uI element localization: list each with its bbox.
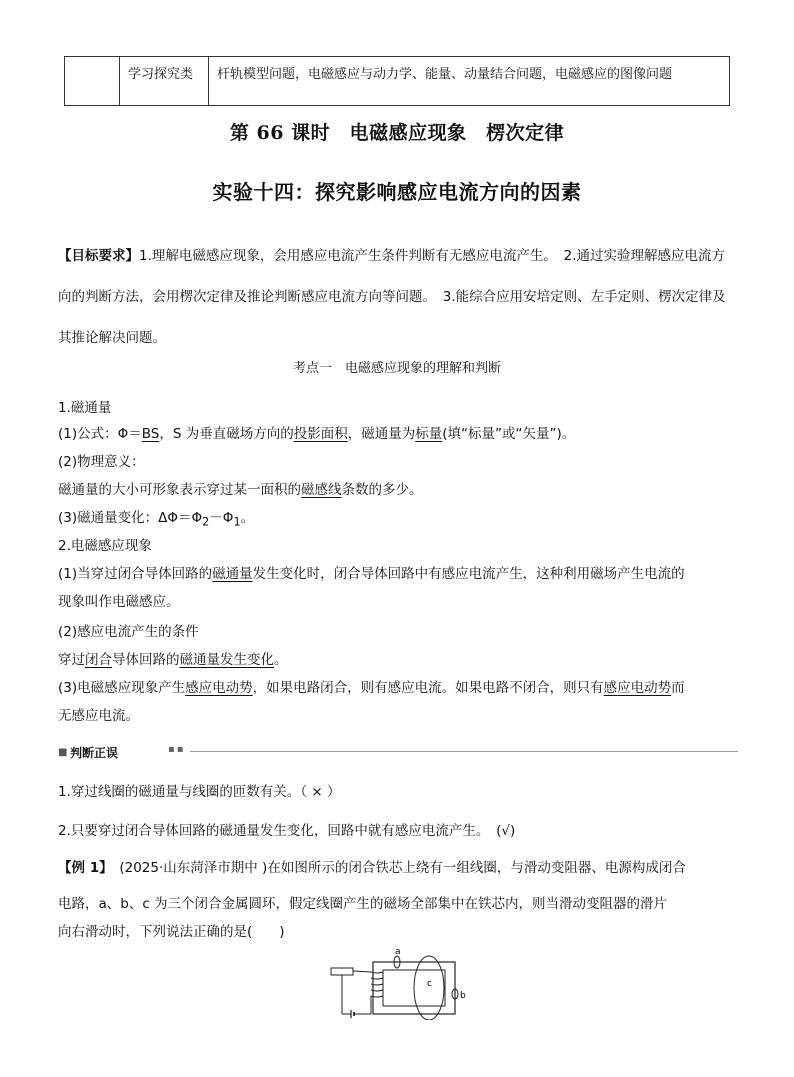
blank-flux: 磁通量 (212, 566, 253, 582)
blank-emf: 感应电动势 (603, 680, 672, 696)
exam-point-heading: 考点一 电磁感应现象的理解和判断 (292, 361, 501, 376)
example-tag: 【例 1】 (58, 860, 106, 876)
example-text: 在如图所示的闭合铁芯上绕有一组线圈，与滑动变阻器、电源构成闭合 (267, 860, 686, 876)
blank-closed: 闭合 (85, 652, 112, 668)
induction-p3-line2: 无感应电流。 (58, 708, 139, 724)
blank-field-lines: 磁感线 (301, 482, 342, 498)
meaning-part: 磁通量的大小可形象表示穿过某一面积的 (58, 482, 301, 498)
wire (353, 971, 371, 972)
p1-part: 发生变化时，闭合导体回路中有感应电流产生，这种利用磁场产生电流的 (252, 566, 685, 582)
label-a: a (395, 948, 401, 957)
blank-emf: 感应电动势 (185, 680, 253, 696)
blank-projection-area: 投影面积 (293, 426, 348, 442)
p3-part: ，如果电路闭合，则有感应电流。如果电路不闭合，则只有 (252, 680, 604, 696)
square-bullet-icon: ■ (58, 747, 68, 758)
subscript: 2 (202, 515, 210, 529)
meaning-heading: (2)物理意义： (58, 454, 145, 470)
judge-item-1: 1.穿过线圈的磁通量与线圈的匝数有关。（ × ） (58, 784, 341, 800)
table-cell-category: 学习探究类 (120, 57, 209, 106)
iron-core-circuit-figure (325, 948, 475, 1020)
meaning-part: 条数的多少。 (341, 482, 423, 498)
p2-part: 穿过 (58, 652, 85, 668)
example-line2: 电路，a、b、c 为三个闭合金属圆环，假定线圈产生的磁场全部集中在铁芯内，则当滑动变阻器的滑片 (58, 896, 668, 912)
flux-heading: 1.磁通量 (58, 400, 112, 416)
condition-text (58, 648, 748, 668)
induction-p3 (58, 676, 748, 696)
induction-p1-line2: 现象叫作电磁感应。 (58, 594, 180, 610)
label-c: c (427, 979, 432, 989)
flux-change (58, 506, 748, 529)
change-part: (3)磁通量变化：ΔΦ＝Φ (58, 510, 203, 526)
induction-p1 (58, 562, 748, 582)
judge-label: 判断正误 (70, 746, 119, 760)
change-part: 。 (240, 510, 255, 526)
p1-part: (1)当穿过闭合导体回路的 (58, 566, 213, 582)
example-line1 (58, 856, 748, 876)
blank-scalar: 标量 (415, 426, 443, 442)
judge-item-2: 2.只要穿过闭合导体回路的磁通量发生变化，回路中就有感应电流产生。 (√) (58, 823, 516, 839)
section-divider (190, 751, 738, 752)
dots-decoration: ▪▪ (168, 744, 186, 755)
goal-text: 1.理解电磁感应现象，会用感应电流产生条件判断有无感应电流产生。 2.通过实验理解感应电流方向的判断方法，会用楞次定律及推论判断感应电流方向等问题。 3.能综合应用安培定则、左手定则、楞次定律及其推论解决问题。 (58, 248, 726, 346)
learning-goals (58, 236, 738, 359)
formula-text: (1)公式：Φ＝ (58, 426, 142, 442)
blank-bs: BS (141, 426, 160, 442)
rheostat (331, 968, 353, 975)
table-cell-topics: 杆轨模型问题，电磁感应与动力学、能量、动量结合问题，电磁感应的图像问题 (209, 57, 730, 106)
table-cell-empty (65, 57, 120, 106)
goal-tag: 【目标要求】 (58, 248, 139, 264)
formula-text: ，S 为垂直磁场方向的 (159, 426, 294, 442)
flux-formula (58, 422, 748, 442)
experiment-title: 实验十四：探究影响感应电流方向的因素 (212, 180, 582, 204)
judge-section-header (58, 744, 738, 760)
label-b: b (460, 991, 466, 1001)
formula-text: ，磁通量为 (347, 426, 416, 442)
formula-text: (填“标量”或“矢量”)。 (442, 426, 576, 442)
subscript: 1 (233, 515, 241, 529)
example-line3: 向右滑动时，下列说法正确的是( ) (58, 924, 285, 940)
blank-flux-change: 磁通量发生变化 (179, 652, 274, 668)
change-part: －Φ (209, 510, 234, 526)
example-source: (2025·山东菏泽市期中 ) (119, 860, 268, 876)
lesson-title: 第 66 课时 电磁感应现象 楞次定律 (229, 122, 565, 144)
topic-table (64, 56, 730, 106)
p3-part: (3)电磁感应现象产生 (58, 680, 186, 696)
p2-part: 导体回路的 (112, 652, 180, 668)
p2-part: 。 (274, 652, 288, 668)
induction-heading: 2.电磁感应现象 (58, 538, 152, 554)
p3-part: 而 (671, 680, 685, 696)
meaning-text (58, 478, 748, 498)
condition-heading: (2)感应电流产生的条件 (58, 624, 199, 640)
